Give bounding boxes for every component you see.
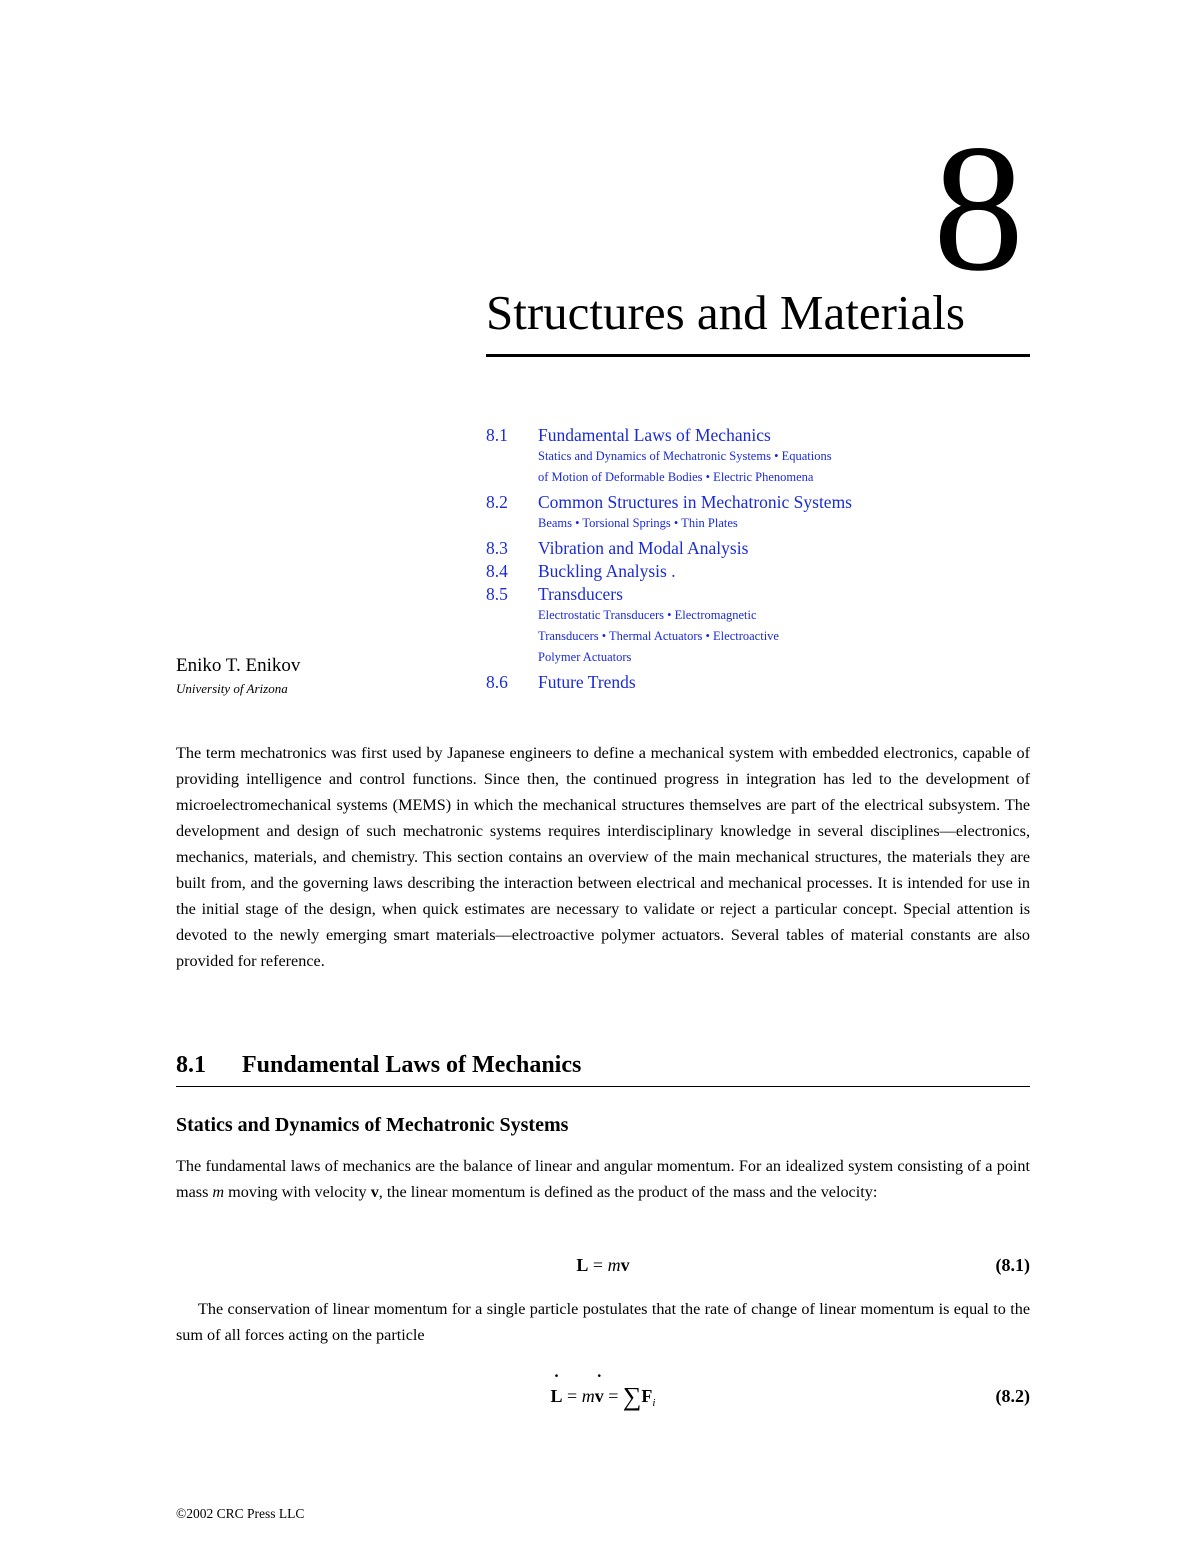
toc-subtopics bbox=[538, 605, 1046, 668]
toc-link[interactable]: Fundamental Laws of Mechanics bbox=[538, 425, 771, 445]
toc-number: 8.4 bbox=[486, 561, 508, 581]
copyright-footer: ©2002 CRC Press LLC bbox=[176, 1506, 305, 1521]
body-paragraph bbox=[176, 1153, 1030, 1205]
author-block bbox=[176, 654, 300, 698]
equation-8-2 bbox=[176, 1381, 1030, 1411]
eq-symbol-L: L bbox=[576, 1255, 589, 1275]
toc-entry[interactable] bbox=[486, 583, 1046, 670]
toc-link[interactable]: Future Trends bbox=[538, 672, 636, 692]
eq-symbol-v: v bbox=[620, 1255, 630, 1275]
toc-entry[interactable] bbox=[486, 424, 1046, 490]
toc-number: 8.3 bbox=[486, 538, 508, 558]
eq-subscript-i: i bbox=[652, 1397, 656, 1409]
toc-number: 8.2 bbox=[486, 492, 508, 512]
text-run: , the linear momentum is defined as the product of the mass and the velocity: bbox=[378, 1183, 878, 1201]
toc-link[interactable]: Common Structures in Mechatronic Systems bbox=[538, 492, 852, 512]
toc-subtopics bbox=[538, 513, 1046, 534]
toc-subtopics bbox=[538, 446, 1046, 488]
eq-symbol-F: F bbox=[641, 1386, 653, 1406]
toc-link[interactable]: Transducers bbox=[538, 584, 623, 604]
equation-expression bbox=[176, 1250, 1030, 1280]
eq-operator: = bbox=[603, 1386, 623, 1406]
section-rule bbox=[176, 1086, 1030, 1087]
equation-number: (8.2) bbox=[995, 1386, 1030, 1406]
toc-entry[interactable] bbox=[486, 537, 1046, 559]
eq-operator: = bbox=[562, 1386, 582, 1406]
variable-m: m bbox=[212, 1183, 225, 1201]
title-rule bbox=[486, 354, 1030, 357]
eq-symbol-m: m bbox=[581, 1386, 595, 1406]
eq-symbol-L-dot: ˙ L bbox=[551, 1381, 563, 1411]
variable-v: v bbox=[370, 1183, 379, 1201]
toc-subtopic-line[interactable]: Polymer Actuators bbox=[538, 650, 632, 664]
section-number: 8.1 bbox=[176, 1052, 206, 1078]
section-title: Fundamental Laws of Mechanics bbox=[242, 1052, 582, 1078]
chapter-contents bbox=[486, 424, 1046, 694]
toc-number: 8.5 bbox=[486, 584, 508, 604]
toc-subtopic-line[interactable]: of Motion of Deformable Bodies • Electric Phenomena bbox=[538, 470, 814, 484]
text-run: The fundamental laws of mechanics are the balance of linear and angular momentum. For an idealized system consisting of a point mass bbox=[176, 1157, 1030, 1201]
eq-operator: = bbox=[588, 1255, 608, 1275]
subsection-heading: Statics and Dynamics of Mechatronic Systems bbox=[176, 1114, 569, 1136]
author-affiliation: University of Arizona bbox=[176, 681, 288, 696]
text-run: moving with velocity bbox=[224, 1183, 371, 1201]
toc-number: 8.6 bbox=[486, 672, 508, 692]
toc-subtopic-line[interactable]: Electrostatic Transducers • Electromagnetic bbox=[538, 608, 757, 622]
chapter-title: Structures and Materials bbox=[486, 285, 965, 340]
toc-entry[interactable] bbox=[486, 491, 1046, 536]
toc-entry[interactable] bbox=[486, 671, 1046, 693]
body-paragraph: The conservation of linear momentum for a single particle postulates that the rate of change of linear momentum is equal to the sum of all forces acting on the particle bbox=[176, 1300, 1030, 1344]
toc-entry[interactable] bbox=[486, 560, 1046, 582]
section-heading bbox=[176, 1048, 581, 1082]
eq-symbol-v-dot: ˙ v bbox=[595, 1381, 604, 1411]
toc-link[interactable]: Vibration and Modal Analysis bbox=[538, 538, 749, 558]
intro-paragraph: The term mechatronics was first used by Japanese engineers to define a mechanical system with embedded electronics, capable of providing intelligence and control functions. Since then, the continued progress in integration has led to the development of microelectromechanical systems (MEMS) in which the mechanical structures themselves are part of the electrical subsystem. The development and design of such mechatronic systems requires interdisciplinary knowledge in several disciplines—electronics, mechanics, materials, and chemistry. This section contains an overview of the main mechanical structures, the materials they are built from, and the governing laws describing the interaction between electrical and mechanical processes. It is intended for use in the initial stage of the design, when quick estimates are necessary to validate or reject a particular concept. Special attention is devoted to the newly emerging smart materials—electroactive polymer actuators. Several tables of material constants are also provided for reference. bbox=[176, 744, 1030, 971]
toc-subtopic-line[interactable]: Statics and Dynamics of Mechatronic Systems • Equations bbox=[538, 449, 832, 463]
toc-subtopic-line[interactable]: Transducers • Thermal Actuators • Electroactive bbox=[538, 629, 779, 643]
toc-subtopic-line[interactable]: Beams • Torsional Springs • Thin Plates bbox=[538, 516, 738, 530]
chapter-number: 8 bbox=[933, 108, 1024, 309]
equation-8-1 bbox=[176, 1250, 1030, 1280]
summation-symbol: ∑ bbox=[622, 1382, 642, 1411]
author-name: Eniko T. Enikov bbox=[176, 655, 301, 676]
toc-number: 8.1 bbox=[486, 425, 508, 445]
eq-symbol-m: m bbox=[607, 1255, 621, 1275]
toc-link[interactable]: Buckling Analysis . bbox=[538, 561, 676, 581]
equation-number: (8.1) bbox=[995, 1255, 1030, 1275]
equation-expression bbox=[176, 1381, 1030, 1418]
